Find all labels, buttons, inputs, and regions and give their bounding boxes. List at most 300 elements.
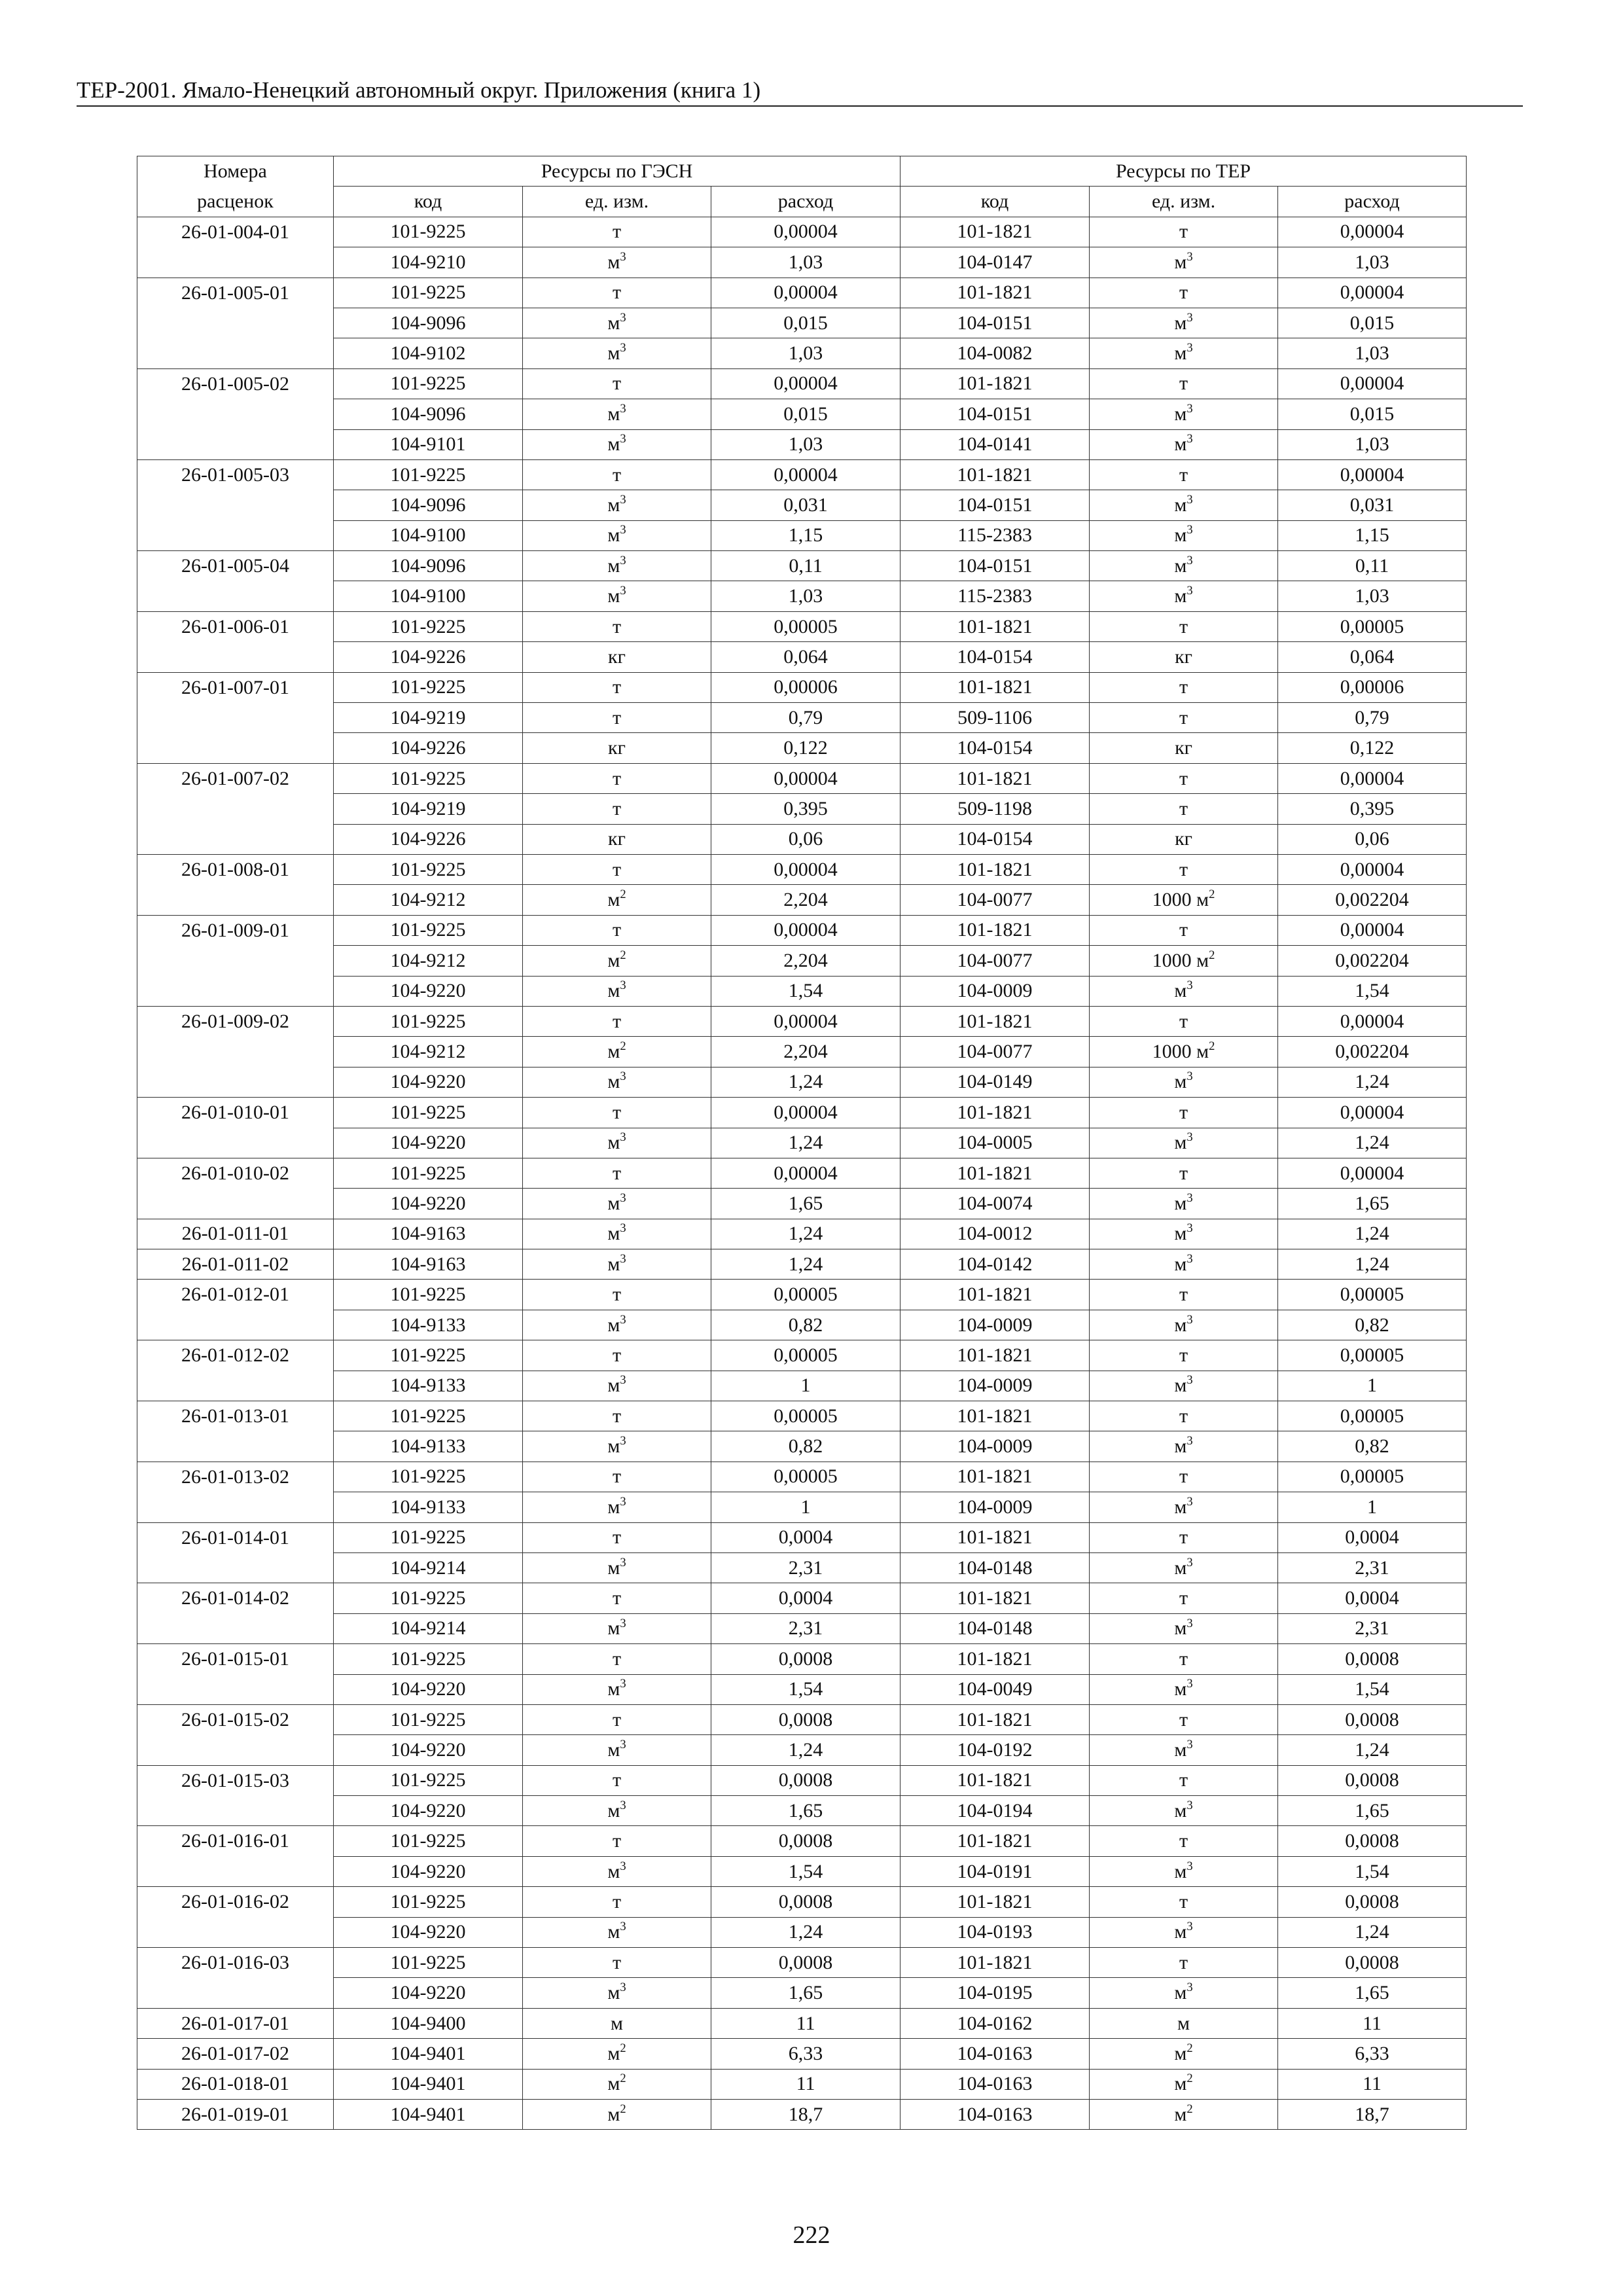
rate-number-cell: 26-01-017-01: [137, 2008, 334, 2038]
ter-code-cell: 101-1821: [901, 368, 1090, 399]
rate-number-cell: 26-01-014-01: [137, 1522, 334, 1552]
table-row: [137, 1280, 1467, 1310]
gesn-unit-cell: $м^3$: [523, 1917, 711, 1947]
gesn-code-cell: 104-9226: [334, 733, 523, 763]
ter-unit-cell: $м^3$: [1090, 520, 1278, 550]
unit-exponent: 3: [1186, 1130, 1193, 1145]
gesn-code-cell: 104-9101: [334, 429, 523, 459]
ter-unit-cell: $м^3$: [1090, 581, 1278, 611]
table-row: [137, 611, 1467, 641]
gesn-code-cell: 104-9100: [334, 581, 523, 611]
gesn-code-cell: 101-9225: [334, 763, 523, 793]
gesn-amount-cell: 0,00004: [711, 368, 901, 399]
ter-unit-cell: 1000 $м^2$: [1090, 885, 1278, 915]
ter-code-cell: 104-0148: [901, 1552, 1090, 1583]
rate-number-cell: 26-01-016-01: [137, 1826, 334, 1856]
rate-number-cell: [137, 1735, 334, 1765]
gesn-amount-cell: 18,7: [711, 2100, 901, 2130]
unit-exponent: 3: [1186, 1191, 1193, 1206]
gesn-code-cell: 104-9212: [334, 885, 523, 915]
gesn-amount-cell: 0,82: [711, 1431, 901, 1462]
ter-amount-cell: 0,79: [1278, 703, 1467, 733]
gesn-unit-cell: т: [523, 459, 711, 490]
page-number: 222: [793, 2221, 830, 2249]
gesn-amount-cell: 0,00005: [711, 1401, 901, 1431]
gesn-amount-cell: 0,00006: [711, 672, 901, 702]
ter-unit-cell: т: [1090, 1887, 1278, 1917]
gesn-unit-cell: т: [523, 1583, 711, 1613]
unit-exponent: 2: [1186, 2041, 1193, 2055]
table-row: [137, 1674, 1467, 1704]
rate-number-cell: 26-01-019-01: [137, 2100, 334, 2130]
unit-exponent: 3: [1186, 1221, 1193, 1236]
rate-number-cell: 26-01-015-01: [137, 1644, 334, 1674]
ter-code-cell: 104-0151: [901, 399, 1090, 429]
gesn-code-cell: 104-9133: [334, 1371, 523, 1401]
gesn-code-cell: 104-9226: [334, 824, 523, 854]
table-row: [137, 581, 1467, 611]
gesn-code-cell: 104-9400: [334, 2008, 523, 2038]
ter-unit-cell: 1000 $м^2$: [1090, 946, 1278, 976]
gesn-code-cell: 101-9225: [334, 217, 523, 247]
gesn-amount-cell: 0,064: [711, 642, 901, 672]
gesn-amount-cell: 1,65: [711, 1796, 901, 1826]
unit-exponent: 3: [1186, 401, 1193, 416]
ter-code-cell: 101-1821: [901, 1462, 1090, 1492]
ter-amount-cell: 0,0008: [1278, 1826, 1467, 1856]
table-row: [137, 2069, 1467, 2099]
gesn-unit-cell: т: [523, 1522, 711, 1552]
ter-amount-cell: 1,24: [1278, 1128, 1467, 1158]
ter-unit-cell: $м^3$: [1090, 1067, 1278, 1097]
table-row: [137, 1340, 1467, 1371]
ter-code-cell: 101-1821: [901, 854, 1090, 884]
rate-number-cell: [137, 794, 334, 824]
table-row: [137, 824, 1467, 854]
rate-number-header: Номера: [137, 156, 334, 187]
unit-exponent: 3: [1186, 1434, 1193, 1448]
table-row: [137, 1552, 1467, 1583]
gesn-code-cell: 104-9220: [334, 1128, 523, 1158]
ter-unit-cell: т: [1090, 368, 1278, 399]
unit-exponent: 3: [620, 1555, 626, 1570]
ter-unit-cell: $м^2$: [1090, 2039, 1278, 2069]
gesn-amount-cell: 2,204: [711, 885, 901, 915]
rate-number-cell: 26-01-005-02: [137, 368, 334, 399]
ter-amount-cell: 0,00005: [1278, 1280, 1467, 1310]
ter-amount-cell: 1,65: [1278, 1189, 1467, 1219]
table-row: [137, 854, 1467, 884]
table-row: [137, 1158, 1467, 1188]
ter-code-cell: 104-0194: [901, 1796, 1090, 1826]
gesn-code-cell: 101-9225: [334, 1765, 523, 1795]
gesn-amount-cell: 0,015: [711, 399, 901, 429]
table-row: [137, 308, 1467, 338]
gesn-resources-header: Ресурсы по ГЭСН: [334, 156, 901, 187]
gesn-amount-cell: 0,79: [711, 703, 901, 733]
ter-unit-cell: $м^3$: [1090, 1189, 1278, 1219]
ter-code-cell: 104-0193: [901, 1917, 1090, 1947]
gesn-amount-cell: 1: [711, 1371, 901, 1401]
ter-code-cell: 104-0077: [901, 946, 1090, 976]
gesn-amount-cell: 0,0008: [711, 1644, 901, 1674]
gesn-code-cell: 104-9133: [334, 1431, 523, 1462]
ter-code-cell: 101-1821: [901, 1158, 1090, 1188]
ter-amount-cell: 0,0008: [1278, 1948, 1467, 1978]
ter-unit-cell: кг: [1090, 642, 1278, 672]
gesn-unit-cell: т: [523, 763, 711, 793]
rate-number-cell: [137, 733, 334, 763]
unit-exponent: 3: [620, 1191, 626, 1206]
unit-exponent: 3: [620, 1494, 626, 1509]
gesn-amount-cell: 0,0004: [711, 1522, 901, 1552]
unit-exponent: 3: [620, 1859, 626, 1873]
gesn-unit-cell: т: [523, 1948, 711, 1978]
gesn-unit-cell: т: [523, 1462, 711, 1492]
rate-number-cell: 26-01-005-01: [137, 278, 334, 308]
gesn-code-cell: 104-9100: [334, 520, 523, 550]
ter-unit-cell: $м^3$: [1090, 1552, 1278, 1583]
gesn-code-cell: 104-9212: [334, 946, 523, 976]
rate-number-cell: [137, 1371, 334, 1401]
unit-exponent: 3: [1186, 978, 1193, 993]
ter-code-cell: 104-0082: [901, 338, 1090, 368]
ter-amount-cell: 0,0008: [1278, 1887, 1467, 1917]
ter-unit-cell: т: [1090, 217, 1278, 247]
ter-amount-cell: 1,15: [1278, 520, 1467, 550]
gesn-amount-cell: 0,0008: [711, 1704, 901, 1734]
unit-exponent: 3: [1186, 553, 1193, 567]
gesn-amount-cell: 0,00004: [711, 763, 901, 793]
rates-table-body: [137, 217, 1467, 2130]
ter-code-cell: 101-1821: [901, 1948, 1090, 1978]
gesn-code-cell: 104-9133: [334, 1492, 523, 1522]
gesn-code-cell: 101-9225: [334, 1583, 523, 1613]
ter-amount-cell: 0,00005: [1278, 611, 1467, 641]
ter-amount-cell: 1,54: [1278, 1674, 1467, 1704]
table-row: [137, 1704, 1467, 1734]
gesn-code-cell: 104-9401: [334, 2039, 523, 2069]
ter-amount-cell: 0,0008: [1278, 1765, 1467, 1795]
rate-number-cell: [137, 1917, 334, 1947]
table-row: [137, 1765, 1467, 1795]
gesn-code-cell: 104-9220: [334, 1917, 523, 1947]
unit-exponent: 3: [1186, 1738, 1193, 1752]
ter-code-cell: 101-1821: [901, 1765, 1090, 1795]
gesn-unit-cell: $м^2$: [523, 1037, 711, 1067]
gesn-code-cell: 104-9220: [334, 1189, 523, 1219]
gesn-amount-cell: 1,03: [711, 338, 901, 368]
rate-number-header-line2: расценок: [137, 187, 334, 217]
unit-exponent: 3: [1186, 341, 1193, 355]
ter-amount-cell: 1,54: [1278, 1856, 1467, 1886]
ter-unit-cell: кг: [1090, 824, 1278, 854]
unit-exponent: 3: [620, 341, 626, 355]
gesn-unit-cell: $м^2$: [523, 885, 711, 915]
gesn-code-cell: 101-9225: [334, 854, 523, 884]
ter-amount-cell: 0,002204: [1278, 946, 1467, 976]
ter-unit-cell: кг: [1090, 733, 1278, 763]
rate-number-cell: [137, 338, 334, 368]
ter-code-cell: 101-1821: [901, 1006, 1090, 1036]
gesn-amount-cell: 0,395: [711, 794, 901, 824]
table-row: [137, 217, 1467, 247]
rate-number-cell: 26-01-009-02: [137, 1006, 334, 1036]
gesn-amount-cell: 0,00004: [711, 217, 901, 247]
gesn-amount-cell: 2,204: [711, 1037, 901, 1067]
gesn-unit-cell: кг: [523, 733, 711, 763]
gesn-code-cell: 101-9225: [334, 1644, 523, 1674]
unit-exponent: 3: [620, 1130, 626, 1145]
gesn-code-cell: 104-9096: [334, 399, 523, 429]
table-row: [137, 1371, 1467, 1401]
gesn-unit-cell: т: [523, 794, 711, 824]
gesn-unit-cell: $м^3$: [523, 1735, 711, 1765]
gesn-amount-cell: 0,0008: [711, 1948, 901, 1978]
ter-code-cell: 104-0162: [901, 2008, 1090, 2038]
gesn-code-cell: 104-9226: [334, 642, 523, 672]
ter-amount-cell: 0,00004: [1278, 1098, 1467, 1128]
ter-code-cell: 104-0049: [901, 1674, 1090, 1704]
ter-unit-cell: $м^3$: [1090, 490, 1278, 520]
unit-exponent: 3: [620, 493, 626, 507]
gesn-amount-cell: 1,24: [711, 1219, 901, 1249]
ter-amount-cell: 1,03: [1278, 429, 1467, 459]
gesn-unit-cell: $м^3$: [523, 308, 711, 338]
unit-exponent: 3: [1186, 310, 1193, 325]
rate-number-cell: [137, 1037, 334, 1067]
ter-code-cell: 101-1821: [901, 1340, 1090, 1371]
gesn-code-cell: 101-9225: [334, 1522, 523, 1552]
gesn-unit-cell: $м^3$: [523, 1249, 711, 1280]
unit-exponent: 3: [620, 1981, 626, 1995]
ter-code-cell: 104-0163: [901, 2039, 1090, 2069]
unit-exponent: 3: [1186, 1494, 1193, 1509]
gesn-code-cell: 101-9225: [334, 1826, 523, 1856]
rate-number-cell: [137, 308, 334, 338]
ter-code-cell: 101-1821: [901, 1522, 1090, 1552]
gesn-amount-cell: 0,00004: [711, 278, 901, 308]
ter-unit-cell: $м^3$: [1090, 247, 1278, 278]
gesn-amount-cell: 11: [711, 2008, 901, 2038]
table-row: [137, 1098, 1467, 1128]
gesn-code-cell: 104-9220: [334, 1735, 523, 1765]
table-row: [137, 1887, 1467, 1917]
ter-code-cell: 104-0012: [901, 1219, 1090, 1249]
gesn-amount-cell: 1,54: [711, 976, 901, 1006]
gesn-unit-cell: $м^3$: [523, 1219, 711, 1249]
ter-code-cell: 104-0154: [901, 733, 1090, 763]
ter-unit-cell: т: [1090, 1704, 1278, 1734]
unit-exponent: 3: [1186, 1798, 1193, 1812]
gesn-unit-cell: $м^3$: [523, 1978, 711, 2008]
ter-unit-cell: т: [1090, 1644, 1278, 1674]
gesn-amount-cell: 0,0008: [711, 1826, 901, 1856]
table-row: [137, 1401, 1467, 1431]
unit-exponent: 3: [1186, 1920, 1193, 1934]
gesn-unit-cell: т: [523, 1340, 711, 1371]
ter-unit-cell: $м^3$: [1090, 1917, 1278, 1947]
gesn-amount-cell: 0,82: [711, 1310, 901, 1340]
gesn-unit-cell: т: [523, 278, 711, 308]
gesn-amount-cell: 1,24: [711, 1128, 901, 1158]
ter-unit-cell: $м^3$: [1090, 429, 1278, 459]
rates-table: [137, 156, 1467, 2130]
table-row: [137, 1249, 1467, 1280]
gesn-code-cell: 104-9219: [334, 703, 523, 733]
gesn-code-cell: 101-9225: [334, 1280, 523, 1310]
gesn-unit-cell: т: [523, 915, 711, 945]
rate-number-cell: [137, 1552, 334, 1583]
rate-number-cell: 26-01-011-01: [137, 1219, 334, 1249]
ter-unit-cell: т: [1090, 1098, 1278, 1128]
ter-amount-cell: 0,00004: [1278, 459, 1467, 490]
ter-amount-cell: 1,54: [1278, 976, 1467, 1006]
rate-number-cell: [137, 1067, 334, 1097]
rate-number-cell: 26-01-018-01: [137, 2069, 334, 2099]
rate-number-cell: [137, 1431, 334, 1462]
ter-amount-cell: 18,7: [1278, 2100, 1467, 2130]
unit-exponent: 2: [1209, 888, 1215, 902]
gesn-unit-cell: т: [523, 217, 711, 247]
table-row: [137, 1735, 1467, 1765]
ter-unit-cell: $м^2$: [1090, 2069, 1278, 2099]
ter-unit-cell: т: [1090, 1401, 1278, 1431]
ter-code-cell: 104-0192: [901, 1735, 1090, 1765]
ter-amount-cell: 0,0008: [1278, 1704, 1467, 1734]
ter-resources-header: Ресурсы по ТЕР: [901, 156, 1467, 187]
table-row: [137, 338, 1467, 368]
table-row: [137, 278, 1467, 308]
gesn-unit-cell: т: [523, 1098, 711, 1128]
gesn-unit-cell: $м^3$: [523, 490, 711, 520]
gesn-unit-cell: $м^2$: [523, 2069, 711, 2099]
table-row: [137, 1978, 1467, 2008]
table-row: [137, 976, 1467, 1006]
ter-unit-cell: $м^3$: [1090, 1674, 1278, 1704]
ter-unit-cell: $м^3$: [1090, 338, 1278, 368]
unit-exponent: 2: [1209, 1039, 1215, 1054]
ter-amount-cell: 1,24: [1278, 1735, 1467, 1765]
gesn-unit-cell: $м^3$: [523, 520, 711, 550]
table-row: [137, 399, 1467, 429]
ter-code-cell: 104-0148: [901, 1613, 1090, 1643]
rate-number-cell: [137, 1128, 334, 1158]
unit-exponent: 3: [1186, 1312, 1193, 1327]
table-row: [137, 247, 1467, 278]
ter-amount-cell: 0,002204: [1278, 1037, 1467, 1067]
ter-code-cell: 115-2383: [901, 520, 1090, 550]
ter-code-cell: 101-1821: [901, 1644, 1090, 1674]
rate-number-cell: 26-01-011-02: [137, 1249, 334, 1280]
gesn-unit-cell: т: [523, 1704, 711, 1734]
unit-exponent: 2: [620, 2041, 626, 2055]
gesn-code-cell: 101-9225: [334, 278, 523, 308]
rate-number-cell: [137, 976, 334, 1006]
ter-amount-cell: 0,031: [1278, 490, 1467, 520]
ter-code-cell: 104-0151: [901, 308, 1090, 338]
ter-unit-cell: т: [1090, 1340, 1278, 1371]
ter-unit-cell: $м^3$: [1090, 976, 1278, 1006]
table-header-row-1: [137, 156, 1467, 187]
gesn-amount-cell: 2,204: [711, 946, 901, 976]
ter-unit-cell: т: [1090, 1826, 1278, 1856]
ter-amount-cell: 1: [1278, 1371, 1467, 1401]
unit-exponent: 3: [620, 1251, 626, 1266]
ter-unit-cell: $м^3$: [1090, 1219, 1278, 1249]
table-row: [137, 642, 1467, 672]
ter-code-cell: 115-2383: [901, 581, 1090, 611]
gesn-unit-cell: $м^3$: [523, 1431, 711, 1462]
ter-amount-cell: 1,03: [1278, 581, 1467, 611]
unit-exponent: 3: [1186, 1677, 1193, 1691]
rate-number-cell: [137, 1674, 334, 1704]
rate-number-cell: [137, 1310, 334, 1340]
gesn-code-cell: 101-9225: [334, 1887, 523, 1917]
gesn-amount-cell: 0,015: [711, 308, 901, 338]
unit-exponent: 3: [620, 584, 626, 598]
table-row: [137, 1826, 1467, 1856]
ter-code-cell: 104-0151: [901, 490, 1090, 520]
gesn-unit-cell: т: [523, 1644, 711, 1674]
table-row: [137, 946, 1467, 976]
ter-amount-cell: 0,064: [1278, 642, 1467, 672]
unit-exponent: 3: [620, 1434, 626, 1448]
gesn-unit-cell: $м^2$: [523, 2039, 711, 2069]
rate-number-cell: 26-01-006-01: [137, 611, 334, 641]
gesn-amount-cell: 0,00005: [711, 1340, 901, 1371]
ter-amount-cell: 0,06: [1278, 824, 1467, 854]
gesn-code-cell: 104-9220: [334, 1674, 523, 1704]
gesn-unit-cell: $м^3$: [523, 976, 711, 1006]
gesn-amount-cell: 1,03: [711, 581, 901, 611]
gesn-code-cell: 101-9225: [334, 459, 523, 490]
ter-code-cell: 104-0191: [901, 1856, 1090, 1886]
gesn-amount-cell: 1,24: [711, 1735, 901, 1765]
gesn-amount-cell: 0,0008: [711, 1765, 901, 1795]
table-row: [137, 1462, 1467, 1492]
unit-exponent: 3: [1186, 249, 1193, 264]
ter-unit-cell: т: [1090, 1948, 1278, 1978]
ter-amount-cell: 0,122: [1278, 733, 1467, 763]
table-row: [137, 551, 1467, 581]
table-row: [137, 490, 1467, 520]
gesn-code-cell: 104-9214: [334, 1613, 523, 1643]
ter-code-cell: 104-0195: [901, 1978, 1090, 2008]
ter-amount-cell: 1,65: [1278, 1978, 1467, 2008]
ter-amount-cell: 0,00004: [1278, 1006, 1467, 1036]
ter-code-cell: 104-0147: [901, 247, 1090, 278]
ter-unit-cell: т: [1090, 611, 1278, 641]
table-row: [137, 1613, 1467, 1643]
ter-amount-cell: 0,00004: [1278, 915, 1467, 945]
gesn-code-cell: 104-9133: [334, 1310, 523, 1340]
gesn-code-cell: 101-9225: [334, 1401, 523, 1431]
gesn-amount-cell: 0,00004: [711, 1098, 901, 1128]
gesn-amount-cell: 1,03: [711, 429, 901, 459]
gesn-code-cell: 104-9401: [334, 2100, 523, 2130]
unit-exponent: 2: [620, 2072, 626, 2086]
unit-exponent: 3: [620, 249, 626, 264]
gesn-code-cell: 101-9225: [334, 1006, 523, 1036]
ter-amount-cell: 0,82: [1278, 1431, 1467, 1462]
gesn-unit-cell: т: [523, 1006, 711, 1036]
table-row: [137, 703, 1467, 733]
ter-code-cell: 101-1821: [901, 278, 1090, 308]
gesn-unit-cell: т: [523, 703, 711, 733]
ter-amount-header: расход: [1278, 187, 1467, 217]
gesn-amount-cell: 2,31: [711, 1613, 901, 1643]
